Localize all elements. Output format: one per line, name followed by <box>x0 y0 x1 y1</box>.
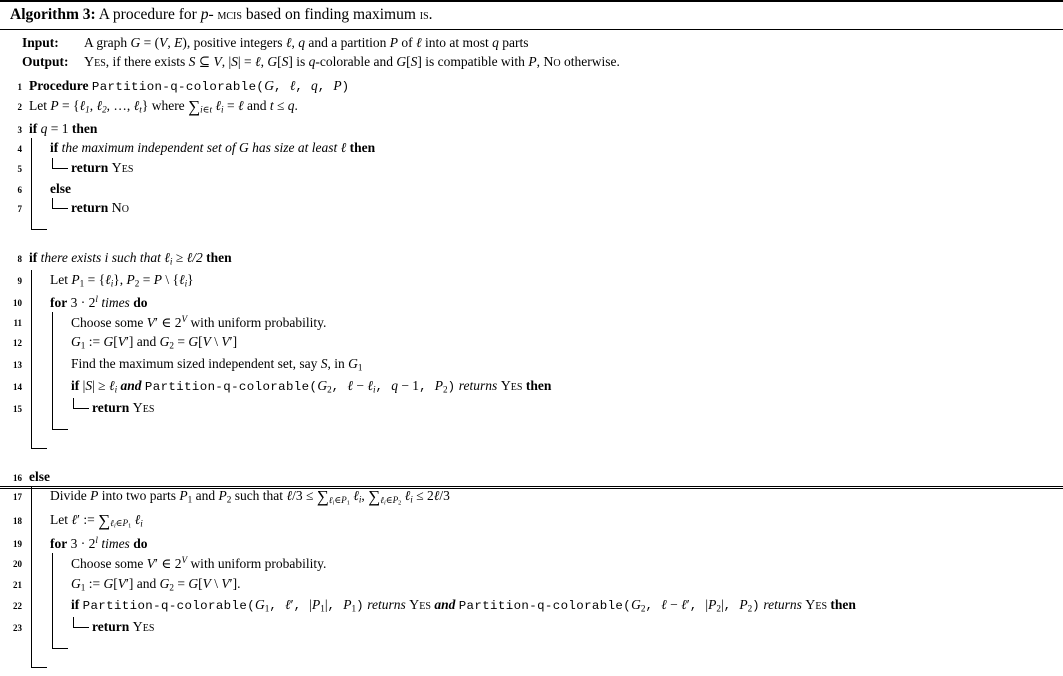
algorithm-body <box>0 75 1063 676</box>
line-body <box>26 510 1063 534</box>
line-text: return Yes <box>92 399 155 416</box>
block-end-hook-row <box>0 438 1063 457</box>
line-text: if Partition-$q-colorable(G_1$, ℓ′, $|P_1|$, $P_1$) returns Yes and Partition-$q-colorable(G_2$, ℓ − ℓ′, $|P_2|$, $P_2$) returns Yes then <box>71 597 856 615</box>
line-text: Procedure Partition-q-colorable(G, ℓ, q, P) <box>29 77 350 94</box>
indent-rail <box>31 595 47 617</box>
algo-line <box>0 198 1063 219</box>
line-body <box>26 198 1063 219</box>
line-text: Let $P_1$ = {ℓ$_i$}, $P_2 = P$ \ {ℓ$_i$} <box>50 272 194 289</box>
line-text: return Yes <box>92 619 155 636</box>
indent-rail <box>31 292 47 312</box>
line-number: 6 <box>17 184 22 195</box>
indent-rail <box>31 553 47 573</box>
algo-line <box>0 486 1063 510</box>
output-text: Yes, if there exists S ⊆ V, |S| = ℓ, G[S] is q-colorable and G[S] is compatible with P, No otherwise. <box>84 53 620 70</box>
line-body <box>26 76 1063 96</box>
indent-rail <box>31 533 47 553</box>
indent-rail <box>52 376 68 398</box>
line-body <box>26 638 1063 657</box>
indent-rail-end <box>52 198 68 209</box>
line-number: 20 <box>13 559 22 570</box>
line-text: else <box>50 180 71 196</box>
line-body <box>26 595 1063 617</box>
output-row <box>0 52 1063 73</box>
algo-line <box>0 553 1063 573</box>
line-text: else <box>29 468 50 484</box>
line-body <box>26 292 1063 312</box>
block-gap <box>0 238 1063 248</box>
io-block <box>0 30 1063 75</box>
line-text: if the maximum independent set of G has size at least ℓ then <box>50 140 376 156</box>
indent-rail <box>31 398 47 419</box>
indent-rail <box>31 179 47 199</box>
line-number: 1 <box>17 81 22 92</box>
line-text: Choose some V′ ∈ $2^V$ with uniform probability. <box>71 555 327 572</box>
indent-rail <box>31 138 47 158</box>
algorithm-title-label: Algorithm 3: <box>10 6 96 23</box>
algo-line <box>0 354 1063 376</box>
line-text: if |S| ≥ ℓ$_i$ and Partition-$q-colorable(G_2$, ℓ − ℓ$_i$, q − 1, $P_2$) returns Yes then <box>71 377 552 395</box>
line-body <box>26 574 1063 596</box>
indent-rail <box>31 419 47 438</box>
line-body <box>26 138 1063 158</box>
line-number: 12 <box>13 338 22 349</box>
indent-rail <box>31 270 47 292</box>
algo-line <box>0 292 1063 312</box>
line-body <box>26 617 1063 638</box>
line-number: 3 <box>17 124 22 135</box>
block-end-hook-row <box>0 219 1063 238</box>
line-number-spacer <box>0 219 26 226</box>
line-body <box>26 533 1063 553</box>
line-number: 5 <box>17 163 22 174</box>
output-label: Output: <box>22 53 69 69</box>
line-body <box>26 96 1063 119</box>
input-text: A graph G = (V, E), positive integers ℓ, q and a partition P of ℓ into at most q parts <box>84 34 529 50</box>
line-body <box>26 119 1063 139</box>
line-body <box>26 486 1063 510</box>
line-text: Let ℓ′ := $\sum_{\ell_i\in P_1}$ ℓ$_i$ <box>50 510 143 530</box>
indent-rail <box>31 376 47 398</box>
line-number: 15 <box>13 403 22 414</box>
line-text: return No <box>71 200 129 217</box>
algo-line <box>0 332 1063 354</box>
line-number: 17 <box>13 492 22 503</box>
line-body <box>26 270 1063 292</box>
line-body <box>26 553 1063 573</box>
line-text: Find the maximum sized independent set, say S, in $G_1$ <box>71 356 363 373</box>
line-text: return Yes <box>71 159 134 176</box>
line-number: 18 <box>13 515 22 526</box>
algo-line <box>0 119 1063 139</box>
block-end-hook-row <box>0 419 1063 438</box>
indent-rail <box>52 332 68 354</box>
algorithm-title-caption: A procedure for p- mcis based on finding maximum is. <box>98 6 433 23</box>
block-end-hook-row <box>0 657 1063 676</box>
algo-line <box>0 595 1063 617</box>
indent-rail <box>52 312 68 332</box>
line-number: 16 <box>13 472 22 483</box>
line-body <box>26 312 1063 332</box>
line-number: 2 <box>17 101 22 112</box>
indent-rail <box>31 198 47 219</box>
line-number: 10 <box>13 297 22 308</box>
algo-line <box>0 270 1063 292</box>
input-label: Input: <box>22 34 59 50</box>
line-body <box>26 332 1063 354</box>
line-body <box>26 248 1063 270</box>
indent-rail <box>52 354 68 376</box>
line-text: Let P = {ℓ$_1$, ℓ$_2$, …, ℓ$_t$} where $\sum_{i\in t}$ ℓ$_i$ = ℓ and t ≤ q. <box>29 96 298 116</box>
line-number: 7 <box>17 204 22 215</box>
block-end-hook-row <box>0 638 1063 657</box>
line-text: Choose some V′ ∈ $2^V$ with uniform probability. <box>71 314 327 330</box>
algo-line <box>0 96 1063 119</box>
indent-rail <box>31 486 47 510</box>
algo-line <box>0 398 1063 419</box>
indent-rail <box>31 510 47 534</box>
indent-rail-end <box>52 638 68 649</box>
algo-line <box>0 179 1063 199</box>
line-body <box>26 376 1063 398</box>
algo-line <box>0 76 1063 96</box>
indent-rail <box>31 617 47 638</box>
line-number: 4 <box>17 144 22 155</box>
line-number: 11 <box>13 318 22 329</box>
indent-rail <box>31 312 47 332</box>
algorithm-title <box>0 2 1063 30</box>
algo-line <box>0 533 1063 553</box>
indent-rail-end <box>73 617 89 628</box>
input-row <box>0 33 1063 52</box>
line-number: 14 <box>13 381 22 392</box>
indent-rail <box>52 398 68 419</box>
indent-rail <box>31 638 47 657</box>
algo-line <box>0 510 1063 534</box>
line-number: 19 <box>13 539 22 550</box>
indent-rail-end <box>31 438 47 449</box>
line-body <box>26 398 1063 419</box>
line-number: 23 <box>13 623 22 634</box>
algo-line <box>0 312 1063 332</box>
line-body <box>26 467 1063 487</box>
indent-rail <box>31 158 47 179</box>
indent-rail <box>31 354 47 376</box>
line-number: 9 <box>17 276 22 287</box>
line-body <box>26 219 1063 238</box>
indent-rail-end <box>31 657 47 668</box>
line-number-spacer <box>0 638 26 645</box>
indent-rail <box>31 574 47 596</box>
line-text: for $3 \cdot 2^l$ times do <box>50 293 148 310</box>
indent-rail-end <box>31 219 47 230</box>
line-number-spacer <box>0 438 26 445</box>
indent-rail-end <box>73 398 89 409</box>
line-text: if q = 1 then <box>29 120 98 136</box>
line-body <box>26 438 1063 457</box>
line-body <box>26 419 1063 438</box>
line-text: Divide P into two parts $P_1$ and $P_2$ such that ℓ/3 ≤ $\sum_{\ell_i\in P_1}$ ℓ$_i$, $\sum_{\ell_i\in P_2}$ ℓ$_i$ ≤ 2ℓ/3 <box>50 487 450 507</box>
line-body <box>26 657 1063 676</box>
line-number: 13 <box>13 360 22 371</box>
line-number: 8 <box>17 254 22 265</box>
line-number: 22 <box>13 601 22 612</box>
indent-rail <box>52 617 68 638</box>
line-number: 21 <box>13 579 22 590</box>
algo-line <box>0 158 1063 179</box>
line-body <box>26 354 1063 376</box>
line-text: $G_1$ := G[V′] and $G_2 = G[V$ \ V′]. <box>71 575 241 593</box>
algo-line <box>0 467 1063 487</box>
line-text: $G_1$ := G[V′] and $G_2 = G[V$ \ V′] <box>71 334 238 351</box>
indent-rail <box>52 595 68 617</box>
algo-line <box>0 248 1063 270</box>
indent-rail <box>52 574 68 596</box>
line-number-spacer <box>0 419 26 426</box>
line-body <box>26 179 1063 199</box>
algo-line <box>0 617 1063 638</box>
line-text: for $3 \cdot 2^l$ times do <box>50 535 148 551</box>
indent-rail-end <box>52 419 68 430</box>
indent-rail-end <box>52 158 68 169</box>
algo-line <box>0 138 1063 158</box>
line-body <box>26 158 1063 179</box>
block-gap <box>0 457 1063 467</box>
line-text: if there exists i such that ℓ$_i$ ≥ ℓ/2 then <box>29 250 232 267</box>
algo-line <box>0 574 1063 596</box>
indent-rail <box>52 553 68 573</box>
line-number-spacer <box>0 657 26 664</box>
indent-rail <box>31 332 47 354</box>
algo-line <box>0 376 1063 398</box>
